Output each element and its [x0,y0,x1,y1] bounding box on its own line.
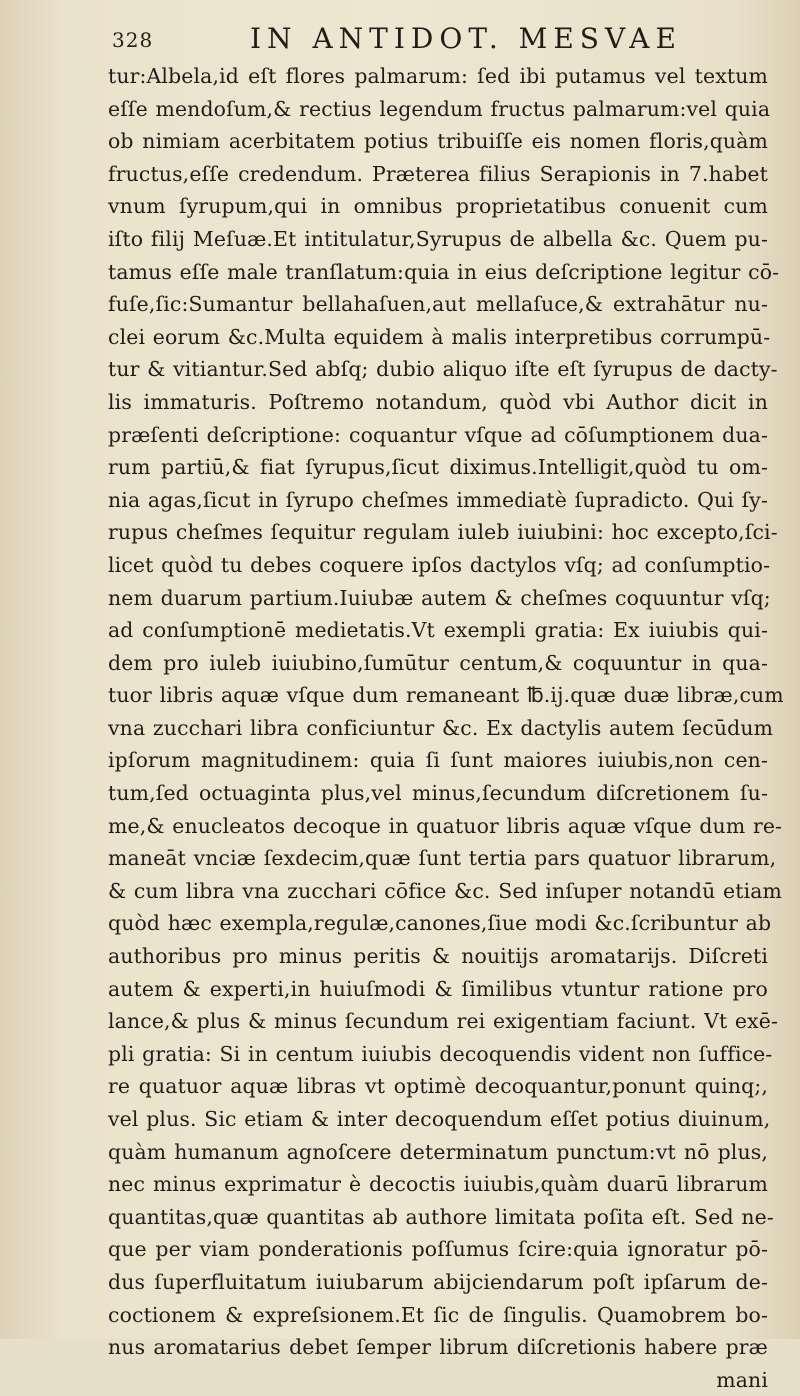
text-line: maneāt vnciæ ſexdecim,quæ ſunt tertia pars quatuor librarum, [108,846,777,871]
catchword: mani [716,1367,768,1392]
text-line: eſſe mendoſum,& rectius legendum fructus palmarum:vel quia [108,96,771,121]
text-line: tamus eſſe male tranſlatum:quia in eius deſcriptione legitur cō- [108,259,780,284]
text-line: quòd hæc exempla,regulæ,canones,ſiue modi &c.ſcribuntur ab [108,911,772,936]
text-line: licet quòd tu debes coquere ipſos dactylos vſq; ad conſumptio- [108,552,771,577]
text-line: autem & experti,in huiuſmodi & ſimilibus vtuntur ratione pro [108,976,768,1001]
text-line: fructus,eſſe credendum. Præterea filius Serapionis in 7.habet [108,161,768,186]
running-head [112,22,762,56]
text-line: nec minus exprimatur è decoctis iuiubis,quàm duarū librarum [108,1172,768,1197]
text-line: & cum libra vna zucchari cōfice &c. Sed inſuper notandū etiam [108,878,783,903]
page-number: 328 [112,28,154,52]
text-line: que per viam ponderationis poſſumus ſcire:quia ignoratur pō- [108,1237,768,1262]
text-line: coctionem & expreſsionem.Et ſic de ſingulis. Quamobrem bo- [108,1302,768,1327]
text-line: lance,& plus & minus ſecundum rei exigentiam faciunt. Vt exē- [108,1009,779,1034]
text-line: ob nimiam acerbitatem potius tribuiſſe eis nomen floris,quàm [108,129,768,154]
text-line: dem pro iuleb iuiubino,ſumūtur centum,& coquuntur in qua- [108,650,768,675]
text-line: vna zucchari libra conficiuntur &c. Ex dactylis autem ſecūdum [108,715,774,740]
text-line: tur & vitiantur.Sed abſq; dubio aliquo iſte eſt ſyrupus de dacty- [108,357,778,382]
text-line: tur:Albela,id eſt flores palmarum: ſed ibi putamus vel textum [108,64,768,88]
text-line: tum,ſed octuaginta plus,vel minus,ſecundum diſcretionem ſu- [108,781,768,806]
text-line: quàm humanum agnoſcere determinatum punctum:vt nō plus, [108,1139,768,1164]
text-line: ipſorum magnitudinem: quia ſi ſunt maiores iuiubis,non cen- [108,748,768,773]
text-line: fuſe,ſic:Sumantur bellahaſuen,aut mellaſuce,& extrahātur nu- [108,292,768,317]
text-line: nia agas,ſicut in ſyrupo cheſmes immediatè ſupradicto. Qui ſy- [108,487,768,512]
text-line: iſto filij Meſuæ.Et intitulatur,Syrupus de albella &c. Quem pu- [108,226,768,251]
text-line: me,& enucleatos decoque in quatuor libris aquæ vſque dum re- [108,813,783,838]
text-line: re quatuor aquæ libras vt optimè decoquantur,ponunt quinq;, [108,1074,768,1099]
text-line: rum partiū,& fiat ſyrupus,ſicut diximus.Intelligit,quòd tu om- [108,455,768,480]
text-line: lis immaturis. Poſtremo notandum, quòd vbi Author dicit in [108,389,768,414]
text-line: dus ſuperfluitatum iuiubarum abijciendarum poſt ipſarum de- [108,1269,768,1294]
text-line: vel plus. Sic etiam & inter decoquendum eſſet potius diuinum, [108,1107,771,1131]
text-line: vnum ſyrupum,qui in omnibus proprietatibus conuenit cum [108,194,768,219]
text-line: pli gratia: Si in centum iuiubis decoquendis vident non ſuffice- [108,1041,773,1066]
text-line: authoribus pro minus peritis & nouitijs aromatarijs. Diſcreti [108,944,768,969]
text-line: nus aromatarius debet ſemper librum diſcretionis habere præ [108,1335,768,1360]
text-line: clei eorum &c.Multa equidem à malis interpretibus corrumpū- [108,324,771,349]
running-title: IN ANTIDOT. MESVAE [250,22,682,55]
body-text [108,60,784,1396]
text-line: tuor libris aquæ vſque dum remaneant ℔.ij.quæ duæ libræ,cum [108,683,784,708]
text-line: præſenti deſcriptione: coquantur vſque ad cōſumptionem dua- [108,422,768,447]
text-line: nem duarum partium.Iuiubæ autem & cheſmes coquuntur vſq; [108,585,771,610]
text-line: ad conſumptionē medietatis.Vt exempli gratia: Ex iuiubis qui- [108,618,768,643]
text-line: rupus cheſmes ſequitur regulam iuleb iuiubini: hoc excepto,ſci- [108,520,778,545]
text-line: quantitas,quæ quantitas ab authore limitata poſita eſt. Sed ne- [108,1204,774,1229]
